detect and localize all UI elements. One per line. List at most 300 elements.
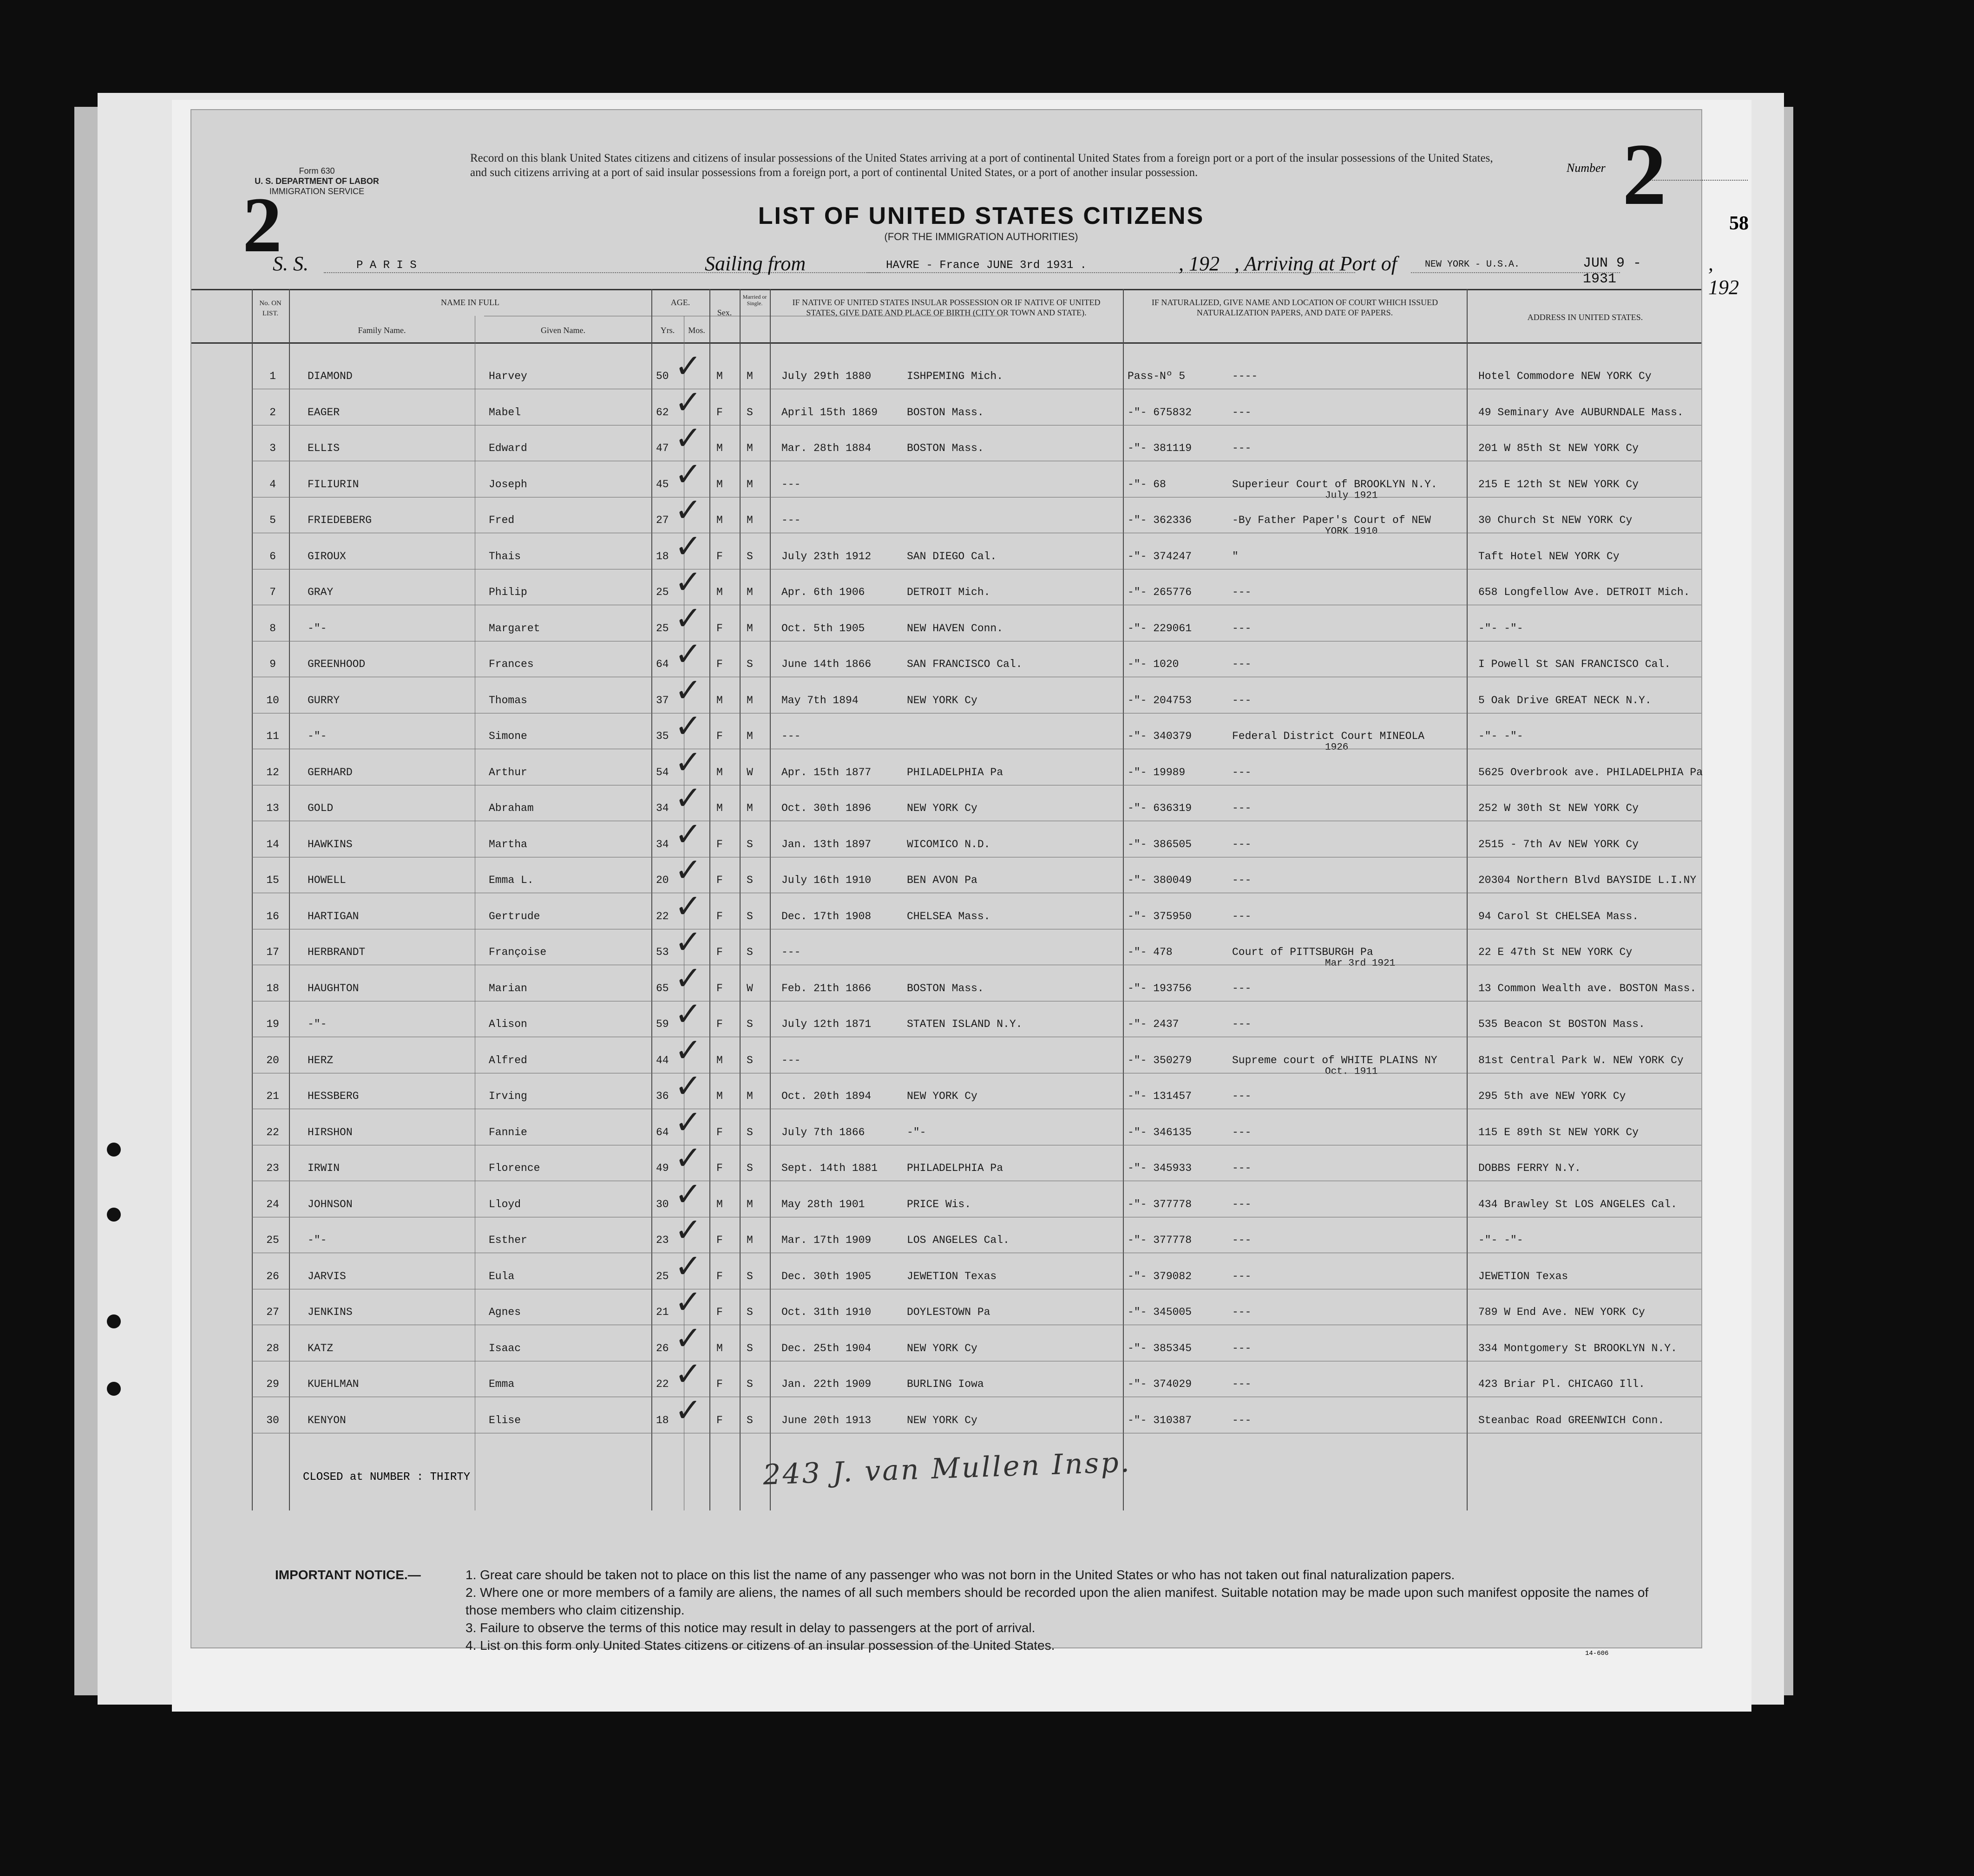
sex-value: M — [716, 370, 723, 382]
checkmark-icon: ✓ — [675, 707, 702, 745]
row-number: 18 — [266, 982, 279, 994]
birth-place: SAN FRANCISCO Cal. — [907, 658, 1023, 670]
birth-place: LOS ANGELES Cal. — [907, 1234, 1010, 1246]
age-years: 54 — [656, 766, 669, 778]
sex-value: F — [716, 1126, 723, 1138]
notice-item: 4. List on this form only United States citizens or citizens of an insular possession of the United States. — [466, 1638, 1055, 1653]
marital-status: S — [747, 1054, 753, 1066]
binder-hole — [107, 1143, 121, 1157]
us-address: 22 E 47th St NEW YORK Cy — [1478, 946, 1633, 958]
checkmark-icon: ✓ — [675, 635, 702, 673]
header-given-name: Given Name. — [541, 326, 585, 335]
row-number: 25 — [266, 1234, 279, 1246]
age-years: 25 — [656, 622, 669, 634]
age-years: 30 — [656, 1198, 669, 1210]
court-info: --- — [1232, 1306, 1252, 1318]
birth-date: Oct. 20th 1894 — [781, 1090, 872, 1102]
page-subtitle: (FOR THE IMMIGRATION AUTHORITIES) — [884, 231, 1078, 242]
checkmark-icon: ✓ — [675, 1103, 702, 1141]
sex-value: M — [716, 1054, 723, 1066]
checkmark-icon: ✓ — [675, 995, 702, 1033]
given-name: Marian — [489, 982, 527, 994]
birth-date: Apr. 6th 1906 — [781, 586, 865, 598]
given-name: Emma — [489, 1378, 515, 1390]
checkmark-icon: ✓ — [675, 1355, 702, 1393]
age-years: 53 — [656, 946, 669, 958]
given-name: Harvey — [489, 370, 527, 382]
row-number: 14 — [266, 838, 279, 850]
paper-number: -"- 310387 — [1128, 1414, 1192, 1426]
row-number: 17 — [266, 946, 279, 958]
row-number: 28 — [266, 1342, 279, 1354]
us-address: Steanbac Road GREENWICH Conn. — [1478, 1414, 1665, 1426]
birth-date: Feb. 21th 1866 — [781, 982, 872, 994]
court-info: --- — [1232, 442, 1252, 454]
us-address: 5 Oak Drive GREAT NECK N.Y. — [1478, 694, 1652, 706]
checkmark-icon: ✓ — [675, 671, 702, 709]
checkmark-icon: ✓ — [675, 923, 702, 961]
sex-value: M — [716, 802, 723, 814]
age-years: 65 — [656, 982, 669, 994]
birth-date: June 20th 1913 — [781, 1414, 872, 1426]
birth-date: Dec. 25th 1904 — [781, 1342, 872, 1354]
court-info: --- — [1232, 1018, 1252, 1030]
col-divider — [1123, 289, 1124, 1510]
age-years: 25 — [656, 586, 669, 598]
birth-date: --- — [781, 478, 801, 490]
age-years: 22 — [656, 1378, 669, 1390]
court-info: --- — [1232, 1090, 1252, 1102]
row-number: 27 — [266, 1306, 279, 1318]
form-number: Form 630 — [299, 166, 335, 176]
checkmark-icon: ✓ — [675, 815, 702, 853]
service-label: IMMIGRATION SERVICE — [269, 187, 365, 196]
intro-text: Record on this blank United States citizens and citizens of insular possessions of the United States arriving at a port of continental United States from a foreign port or a port of the insular possessions of the United States, and such citizens arriving at a port of said insular possessions from a foreign port, a port of continental United States, or a port of another insular possession. — [470, 152, 1493, 179]
header-age: AGE. — [670, 298, 690, 307]
family-name: HARTIGAN — [308, 910, 359, 922]
family-name: -"- — [308, 1018, 327, 1030]
marital-status: M — [747, 622, 753, 634]
us-address: Taft Hotel NEW YORK Cy — [1478, 550, 1620, 562]
family-name: EAGER — [308, 406, 340, 418]
given-name: Fannie — [489, 1126, 527, 1138]
family-name: FRIEDEBERG — [308, 514, 372, 526]
checkmark-icon: ✓ — [675, 347, 702, 385]
year-suffix: , 192 — [1179, 252, 1220, 275]
paper-number: -"- 377778 — [1128, 1198, 1192, 1210]
col-divider — [651, 289, 652, 1510]
age-years: 27 — [656, 514, 669, 526]
paper-number: -"- 345933 — [1128, 1162, 1192, 1174]
us-address: -"- -"- — [1478, 1234, 1523, 1246]
age-years: 64 — [656, 1126, 669, 1138]
given-name: Thais — [489, 550, 521, 562]
col-divider — [770, 289, 771, 1510]
marital-status: W — [747, 982, 753, 994]
marital-status: S — [747, 658, 753, 670]
court-info: --- — [1232, 586, 1252, 598]
birth-date: --- — [781, 946, 801, 958]
age-years: 45 — [656, 478, 669, 490]
checkmark-icon: ✓ — [675, 1247, 702, 1285]
corner-number: 2 — [243, 181, 282, 268]
marital-status: W — [747, 766, 753, 778]
marital-status: M — [747, 1090, 753, 1102]
sex-value: F — [716, 946, 723, 958]
checkmark-icon: ✓ — [675, 419, 702, 457]
us-address: 5625 Overbrook ave. PHILADELPHIA Pa — [1478, 766, 1703, 778]
birth-place: NEW HAVEN Conn. — [907, 622, 1003, 634]
age-years: 59 — [656, 1018, 669, 1030]
age-years: 18 — [656, 1414, 669, 1426]
court-info: --- — [1232, 802, 1252, 814]
sex-value: M — [716, 1198, 723, 1210]
family-name: HAWKINS — [308, 838, 353, 850]
given-name: Eula — [489, 1270, 515, 1282]
birth-date: May 28th 1901 — [781, 1198, 865, 1210]
marital-status: S — [747, 1270, 753, 1282]
court-info: Supreme court of WHITE PLAINS NY — [1232, 1054, 1437, 1066]
age-years: 35 — [656, 730, 669, 742]
checkmark-icon: ✓ — [675, 743, 702, 781]
inspector-signature: 243 J. van Mullen Insp. — [762, 1446, 1132, 1491]
family-name: -"- — [308, 1234, 327, 1246]
birth-place: BOSTON Mass. — [907, 442, 984, 454]
paper-number: -"- 385345 — [1128, 1342, 1192, 1354]
row-number: 20 — [266, 1054, 279, 1066]
header-bottom-border — [191, 342, 1701, 344]
birth-place: NEW YORK Cy — [907, 1414, 977, 1426]
paper-number: -"- 350279 — [1128, 1054, 1192, 1066]
birth-place: PRICE Wis. — [907, 1198, 971, 1210]
us-address: 215 E 12th St NEW YORK Cy — [1478, 478, 1639, 490]
number-label: Number — [1567, 161, 1606, 175]
sex-value: M — [716, 442, 723, 454]
checkmark-icon: ✓ — [675, 779, 702, 817]
age-years: 36 — [656, 1090, 669, 1102]
birth-date: --- — [781, 1054, 801, 1066]
paper-number: -"- 229061 — [1128, 622, 1192, 634]
checkmark-icon: ✓ — [675, 1319, 702, 1357]
checkmark-icon: ✓ — [675, 959, 702, 997]
row-number: 16 — [266, 910, 279, 922]
checkmark-icon: ✓ — [675, 1391, 702, 1429]
birth-date: Oct. 5th 1905 — [781, 622, 865, 634]
family-name: HAUGHTON — [308, 982, 359, 994]
paper-number: -"- 377778 — [1128, 1234, 1192, 1246]
age-years: 25 — [656, 1270, 669, 1282]
marital-status: S — [747, 1378, 753, 1390]
sex-value: F — [716, 1018, 723, 1030]
age-years: 64 — [656, 658, 669, 670]
us-address: 30 Church St NEW YORK Cy — [1478, 514, 1633, 526]
sex-value: F — [716, 1162, 723, 1174]
port-value: NEW YORK - U.S.A. — [1425, 259, 1520, 270]
header-address: ADDRESS IN UNITED STATES. — [1527, 313, 1643, 322]
col-divider — [289, 289, 290, 1510]
form-info — [243, 166, 391, 196]
marital-status: M — [747, 370, 753, 382]
court-info: --- — [1232, 1162, 1252, 1174]
checkmark-icon: ✓ — [675, 887, 702, 925]
year-suffix: , 192 — [1708, 252, 1739, 299]
family-name: HERZ — [308, 1054, 334, 1066]
birth-date: Jan. 13th 1897 — [781, 838, 872, 850]
col-divider — [709, 289, 710, 1510]
notice-label: IMPORTANT NOTICE.— — [275, 1568, 421, 1582]
given-name: Joseph — [489, 478, 527, 490]
us-address: 658 Longfellow Ave. DETROIT Mich. — [1478, 586, 1690, 598]
given-name: Martha — [489, 838, 527, 850]
given-name: Françoise — [489, 946, 547, 958]
row-number: 12 — [266, 766, 279, 778]
checkmark-icon: ✓ — [675, 599, 702, 637]
court-info: --- — [1232, 1198, 1252, 1210]
given-name: Agnes — [489, 1306, 521, 1318]
marital-status: M — [747, 1234, 753, 1246]
birth-date: July 23th 1912 — [781, 550, 872, 562]
checkmark-icon: ✓ — [675, 491, 702, 529]
family-name: GRAY — [308, 586, 334, 598]
row-number: 2 — [269, 406, 276, 418]
birth-place: PHILADELPHIA Pa — [907, 766, 1003, 778]
sailing-label: Sailing from — [705, 252, 806, 275]
paper-number: -"- 374029 — [1128, 1378, 1192, 1390]
marital-status: S — [747, 1018, 753, 1030]
checkmark-icon: ✓ — [675, 455, 702, 493]
given-name: Florence — [489, 1162, 540, 1174]
birth-place: NEW YORK Cy — [907, 694, 977, 706]
notice-item: 2. Where one or more members of a family are aliens, the names of all such members should be recorded upon the alien manifest. Suitable notation may be made upon such manifest opposite the names of those members who claim citizenship. — [466, 1585, 1649, 1617]
us-address: 20304 Northern Blvd BAYSIDE L.I.NY — [1478, 874, 1697, 886]
checkmark-icon: ✓ — [675, 527, 702, 565]
given-name: Abraham — [489, 802, 534, 814]
marital-status: M — [747, 442, 753, 454]
family-name: GREENHOOD — [308, 658, 366, 670]
family-name: GERHARD — [308, 766, 353, 778]
us-address: 94 Carol St CHELSEA Mass. — [1478, 910, 1639, 922]
department-label: U. S. DEPARTMENT OF LABOR — [255, 176, 379, 186]
marital-status: S — [747, 1306, 753, 1318]
age-years: 21 — [656, 1306, 669, 1318]
court-info-line2: YORK 1910 — [1325, 526, 1378, 537]
sex-value: F — [716, 1234, 723, 1246]
form-code: 14-606 — [1585, 1650, 1609, 1657]
family-name: GURRY — [308, 694, 340, 706]
us-address: 81st Central Park W. NEW YORK Cy — [1478, 1054, 1684, 1066]
checkmark-icon: ✓ — [675, 383, 702, 421]
family-name: FILIURIN — [308, 478, 359, 490]
birth-place: NEW YORK Cy — [907, 1090, 977, 1102]
given-name: Frances — [489, 658, 534, 670]
manifest-table — [191, 289, 1701, 1543]
family-name: -"- — [308, 622, 327, 634]
row-number: 11 — [266, 730, 279, 742]
family-name: HIRSHON — [308, 1126, 353, 1138]
header-married-single: Married or Single. — [742, 294, 767, 307]
birth-date: Oct. 30th 1896 — [781, 802, 872, 814]
birth-place: ISHPEMING Mich. — [907, 370, 1003, 382]
court-info: " — [1232, 550, 1239, 562]
age-years: 44 — [656, 1054, 669, 1066]
us-address: 535 Beacon St BOSTON Mass. — [1478, 1018, 1645, 1030]
marital-status: M — [747, 730, 753, 742]
given-name: Emma L. — [489, 874, 534, 886]
birth-date: --- — [781, 730, 801, 742]
us-address: I Powell St SAN FRANCISCO Cal. — [1478, 658, 1671, 670]
given-name: Simone — [489, 730, 527, 742]
age-years: 18 — [656, 550, 669, 562]
birth-date: April 15th 1869 — [781, 406, 878, 418]
sex-value: M — [716, 1090, 723, 1102]
birth-place: JEWETION Texas — [907, 1270, 997, 1282]
binder-hole — [107, 1382, 121, 1396]
sex-value: F — [716, 406, 723, 418]
checkmark-icon: ✓ — [675, 1139, 702, 1177]
birth-date: Dec. 30th 1905 — [781, 1270, 872, 1282]
sex-value: F — [716, 1270, 723, 1282]
court-info: --- — [1232, 1378, 1252, 1390]
family-name: JARVIS — [308, 1270, 346, 1282]
checkmark-icon: ✓ — [675, 1175, 702, 1213]
sex-value: F — [716, 730, 723, 742]
court-info: --- — [1232, 694, 1252, 706]
paper-number: -"- 379082 — [1128, 1270, 1192, 1282]
row-number: 19 — [266, 1018, 279, 1030]
us-address: -"- -"- — [1478, 622, 1523, 634]
us-address: 295 5th ave NEW YORK Cy — [1478, 1090, 1626, 1102]
col-divider — [740, 289, 741, 1510]
age-years: 34 — [656, 802, 669, 814]
ss-label: S. S. — [273, 252, 308, 275]
ship-name: P A R I S — [356, 259, 417, 272]
court-info-line2: July 1921 — [1325, 490, 1378, 501]
family-name: HOWELL — [308, 874, 346, 886]
age-years: 23 — [656, 1234, 669, 1246]
col-divider — [252, 289, 253, 1510]
row-number: 15 — [266, 874, 279, 886]
paper-number: -"- 1020 — [1128, 658, 1179, 670]
us-address: 2515 - 7th Av NEW YORK Cy — [1478, 838, 1639, 850]
birth-place: BOSTON Mass. — [907, 982, 984, 994]
court-info: --- — [1232, 622, 1252, 634]
us-address: 201 W 85th St NEW YORK Cy — [1478, 442, 1639, 454]
age-years: 20 — [656, 874, 669, 886]
court-info: Federal District Court MINEOLA — [1232, 730, 1425, 742]
age-years: 26 — [656, 1342, 669, 1354]
sex-value: M — [716, 766, 723, 778]
birth-date: Oct. 31th 1910 — [781, 1306, 872, 1318]
birth-date: Mar. 17th 1909 — [781, 1234, 872, 1246]
row-number: 23 — [266, 1162, 279, 1174]
sex-value: F — [716, 982, 723, 994]
birth-place: CHELSEA Mass. — [907, 910, 990, 922]
age-years: 34 — [656, 838, 669, 850]
age-years: 22 — [656, 910, 669, 922]
marital-status: S — [747, 406, 753, 418]
court-info: ---- — [1232, 370, 1258, 382]
us-address: 334 Montgomery St BROOKLYN N.Y. — [1478, 1342, 1677, 1354]
sex-value: F — [716, 838, 723, 850]
paper-number: -"- 478 — [1128, 946, 1173, 958]
birth-place: STATEN ISLAND N.Y. — [907, 1018, 1023, 1030]
header-sex: Sex. — [717, 308, 732, 317]
marital-status: S — [747, 1342, 753, 1354]
court-info: --- — [1232, 982, 1252, 994]
paper-number: -"- 346135 — [1128, 1126, 1192, 1138]
row-number: 22 — [266, 1126, 279, 1138]
family-name: JENKINS — [308, 1306, 353, 1318]
birth-date: July 12th 1871 — [781, 1018, 872, 1030]
given-name: Thomas — [489, 694, 527, 706]
paper-number: -"- 131457 — [1128, 1090, 1192, 1102]
sex-value: M — [716, 514, 723, 526]
checkmark-icon: ✓ — [675, 1031, 702, 1069]
sex-value: F — [716, 658, 723, 670]
age-years: 47 — [656, 442, 669, 454]
checkmark-icon: ✓ — [675, 563, 702, 601]
court-info: --- — [1232, 838, 1252, 850]
birth-place: BURLING Iowa — [907, 1378, 984, 1390]
marital-status: M — [747, 514, 753, 526]
court-info: --- — [1232, 766, 1252, 778]
family-name: KATZ — [308, 1342, 334, 1354]
given-name: Margaret — [489, 622, 540, 634]
sex-value: F — [716, 550, 723, 562]
header-name-in-full: NAME IN FULL — [441, 298, 499, 307]
us-address: -"- -"- — [1478, 730, 1523, 742]
us-address: 789 W End Ave. NEW YORK Cy — [1478, 1306, 1645, 1318]
binder-hole — [107, 1314, 121, 1328]
us-address: JEWETION Texas — [1478, 1270, 1568, 1282]
family-name: KUEHLMAN — [308, 1378, 359, 1390]
family-name: -"- — [308, 730, 327, 742]
table-top-border — [191, 289, 1701, 290]
voyage-line — [273, 252, 1739, 299]
paper-number: -"- 68 — [1128, 478, 1166, 490]
marital-status: S — [747, 1414, 753, 1426]
birth-place: BOSTON Mass. — [907, 406, 984, 418]
sex-value: F — [716, 1414, 723, 1426]
us-address: 49 Seminary Ave AUBURNDALE Mass. — [1478, 406, 1684, 418]
birth-place: BEN AVON Pa — [907, 874, 977, 886]
given-name: Arthur — [489, 766, 527, 778]
court-info: --- — [1232, 874, 1252, 886]
header-yrs: Yrs. — [660, 326, 675, 335]
header-family-name: Family Name. — [358, 326, 406, 335]
row-number: 1 — [269, 370, 276, 382]
important-notice — [275, 1566, 1669, 1654]
family-name: GIROUX — [308, 550, 346, 562]
notice-item: 3. Failure to observe the terms of this notice may result in delay to passengers at the port of arrival. — [466, 1621, 1036, 1635]
marital-status: M — [747, 802, 753, 814]
row-number: 4 — [269, 478, 276, 490]
marital-status: S — [747, 550, 753, 562]
age-years: 49 — [656, 1162, 669, 1174]
birth-date: Dec. 17th 1908 — [781, 910, 872, 922]
us-address: DOBBS FERRY N.Y. — [1478, 1162, 1581, 1174]
given-name: Isaac — [489, 1342, 521, 1354]
given-name: Edward — [489, 442, 527, 454]
sex-value: F — [716, 1378, 723, 1390]
court-info: --- — [1232, 1414, 1252, 1426]
paper-number: Pass-Nº 5 — [1128, 370, 1186, 382]
marital-status: M — [747, 1198, 753, 1210]
paper-number: -"- 2437 — [1128, 1018, 1179, 1030]
checkmark-icon: ✓ — [675, 851, 702, 889]
paper-number: -"- 380049 — [1128, 874, 1192, 886]
court-info-line2: Mar 3rd 1921 — [1325, 958, 1396, 969]
